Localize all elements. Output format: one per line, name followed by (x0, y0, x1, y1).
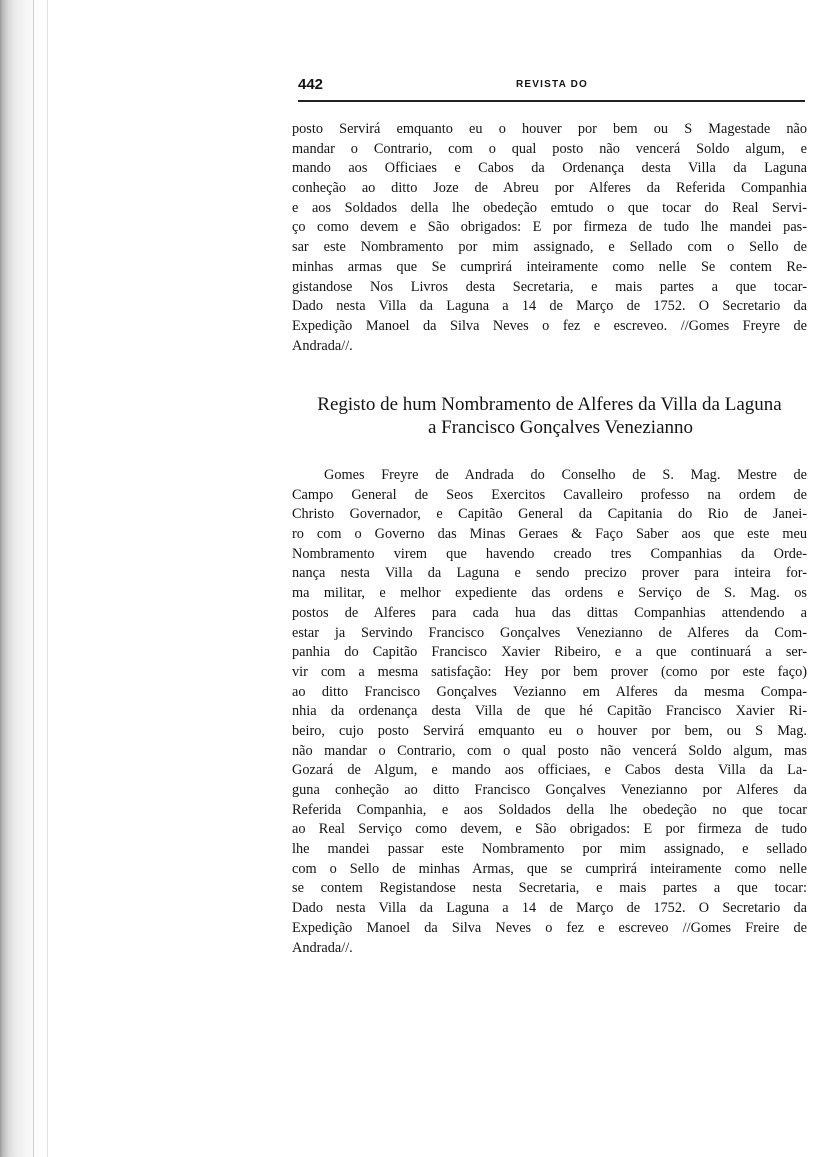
text-line: postos de Alferes para cada hua das dittas Companhias attendendo a (292, 604, 807, 621)
text-line: Nombramento virem que havendo creado tres Companhias da Orde- (292, 545, 807, 562)
text-line: lhe mandei passar este Nombramento por mim assignado, e sellado (292, 841, 807, 858)
text-line: e aos Soldados della lhe obedeção emtudo o que tocar do Real Servi- (292, 199, 807, 216)
text-line: mando aos Officiaes e Cabos da Ordenança desta Villa da Laguna (292, 160, 807, 177)
text-line: Andrada//. (292, 939, 353, 956)
header-rule (298, 100, 805, 102)
text-line: Expedição Manoel da Silva Neves o fez e escreveo. //Gomes Freyre de (292, 317, 807, 334)
text-line: vir com a mesma satisfação: Hey por bem prover (como por este faço) (292, 663, 807, 680)
text-line: posto Servirá emquanto eu o houver por bem ou S Magestade não (292, 121, 807, 137)
page-header (298, 76, 805, 98)
text-line: guna conheção ao ditto Francisco Gonçalves Venezianno por Alferes da (292, 782, 807, 798)
text-line: sar este Nombramento por mim assignado, e Sellado com o Sello de (292, 239, 807, 256)
text-line: Gomes Freyre de Andrada do Conselho de S. Mag. Mestre de (324, 467, 807, 483)
text-line: Dado nesta Villa da Laguna a 14 de Março de 1752. O Secretario da (292, 298, 807, 315)
spine-edge-line (47, 0, 48, 1157)
text-line: estar ja Servindo Francisco Gonçalves Venezianno de Alferes da Com- (292, 624, 807, 641)
heading-line: Registo de hum Nombramento de Alferes da Villa da Laguna (317, 394, 782, 415)
book-spine-shadow (0, 0, 60, 1157)
text-line: Gozará de Algum, e mando aos officiaes, e Cabos desta Villa da La- (292, 762, 807, 779)
text-line: ro com o Governo das Minas Geraes & Faço Saber aos que este meu (292, 526, 807, 543)
text-line: mandar o Contrario, com o qual posto não vencerá Soldo algum, e (292, 140, 807, 157)
text-line: Andrada//. (292, 337, 353, 354)
text-line: com o Sello de minhas Armas, que se cumprirá inteiramente como nelle (292, 860, 807, 877)
text-line: Campo General de Seos Exercitos Cavalleiro professo na ordem de (292, 486, 807, 503)
text-line: Christo Governador, e Capitão General da Capitania do Rio de Janei- (292, 506, 807, 523)
text-line: beiro, cujo posto Servirá emquanto eu o houver por bem, ou S Mag. (292, 722, 807, 739)
text-line: Expedição Manoel da Silva Neves o fez e escreveo //Gomes Freire de (292, 919, 807, 936)
section-heading (292, 393, 807, 439)
text-line: ao Real Serviço como devem, e São obrigados: E por firmeza de tudo (292, 821, 807, 838)
text-line: Referida Companhia, e aos Soldados della lhe obedeção no que tocar (292, 801, 807, 818)
text-line: Dado nesta Villa da Laguna a 14 de Março de 1752. O Secretario da (292, 900, 807, 917)
paragraph-continuation (292, 120, 807, 356)
running-title: REVISTA DO (516, 79, 589, 90)
text-line: se contem Registandose nesta Secretaria, e mais partes a que tocar: (292, 880, 807, 897)
text-line: panhia do Capitão Francisco Xavier Ribeiro, e a que continuará a ser- (292, 644, 807, 661)
text-line: não mandar o Contrario, com o qual posto não vencerá Soldo algum, mas (292, 742, 807, 759)
text-line: nança nesta Villa da Laguna e sendo precizo prover para inteira for- (292, 565, 807, 582)
text-line: gistandose Nos Livros desta Secretaria, e mais partes a que tocar- (292, 278, 807, 295)
page-number: 442 (298, 76, 324, 93)
text-line: ma militar, e melhor expediente das ordens e Serviço de S. Mag. os (292, 585, 807, 602)
text-line: ao ditto Francisco Gonçalves Vezianno em Alferes da mesma Compa- (292, 683, 807, 700)
text-line: conheção ao ditto Joze de Abreu por Alferes da Referida Companhia (292, 180, 807, 197)
text-line: ço como devem e São obrigados: E por firmeza de tudo lhe mandei pas- (292, 219, 807, 236)
paragraph-body (292, 466, 807, 958)
heading-line: a Francisco Gonçalves Venezianno (427, 417, 694, 438)
text-line: nhia da ordenança desta Villa de que hé Capitão Francisco Xavier Ri- (292, 703, 807, 720)
text-line: minhas armas que Se cumprirá inteiramente como nelle Se contem Re- (292, 258, 807, 275)
spine-edge-line (33, 0, 34, 1157)
